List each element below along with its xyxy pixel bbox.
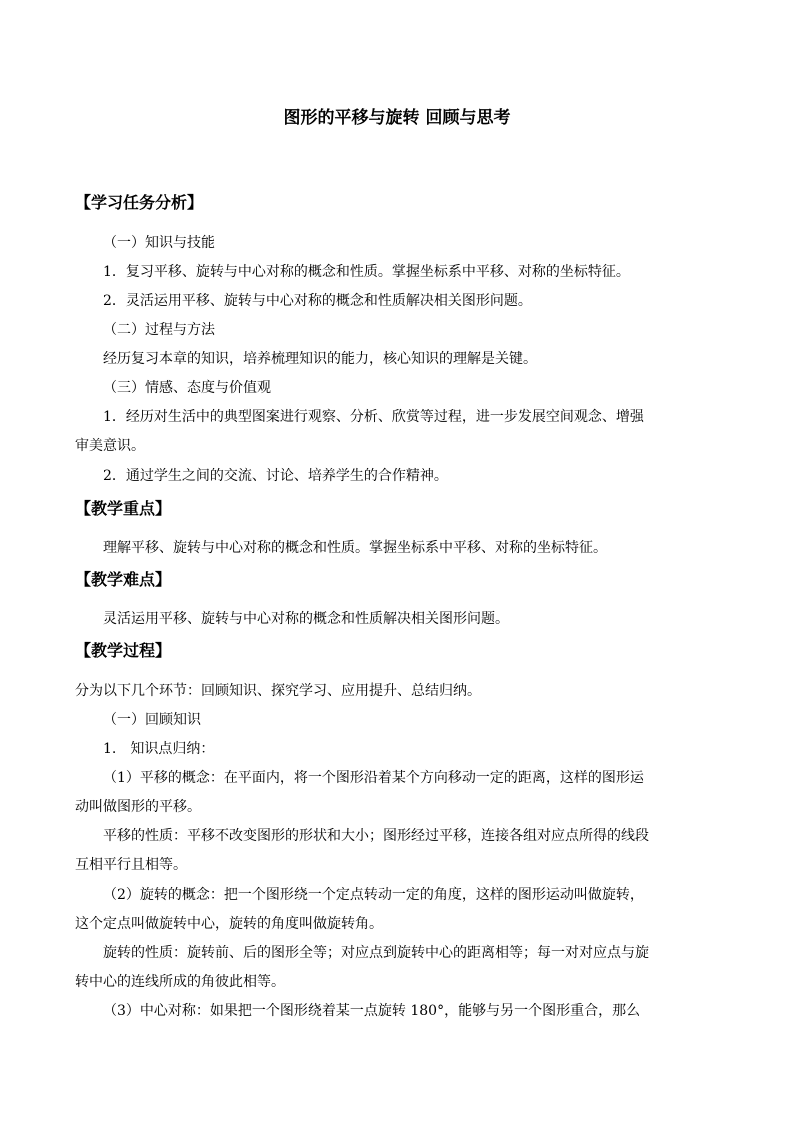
paragraph: 1．经历对生活中的典型图案进行观察、分析、欣赏等过程，进一步发展空间观念、增强 bbox=[103, 409, 644, 425]
paragraph: （3）中心对称：如果把一个图形绕着某一点旋转 180°，能够与另一个图形重合，那么 bbox=[103, 1003, 641, 1019]
subheading-process-method: （二）过程与方法 bbox=[103, 322, 215, 338]
paragraph: 2．灵活运用平移、旋转与中心对称的概念和性质解决相关图形问题。 bbox=[103, 293, 532, 309]
paragraph: 灵活运用平移、旋转与中心对称的概念和性质解决相关图形问题。 bbox=[103, 611, 509, 627]
section-heading-key-points: 【教学重点】 bbox=[75, 499, 172, 518]
subheading-knowledge-skills: （一）知识与技能 bbox=[103, 235, 215, 251]
paragraph: 旋转的性质：旋转前、后的图形全等；对应点到旋转中心的距离相等；每一对对应点与旋 bbox=[103, 945, 649, 961]
subheading-emotion-values: （三）情感、态度与价值观 bbox=[103, 380, 271, 396]
paragraph: 2．通过学生之间的交流、讨论、培养学生的合作精神。 bbox=[103, 468, 448, 484]
paragraph: 平移的性质：平移不改变图形的形状和大小；图形经过平移，连接各组对应点所得的线段 bbox=[103, 828, 649, 844]
section-heading-difficulties: 【教学难点】 bbox=[75, 570, 172, 589]
paragraph: 这个定点叫做旋转中心，旋转的角度叫做旋转角。 bbox=[75, 916, 383, 932]
list-item: 1. 知识点归纳： bbox=[103, 741, 215, 757]
paragraph: 1．复习平移、旋转与中心对称的概念和性质。掌握坐标系中平移、对称的坐标特征。 bbox=[103, 264, 630, 280]
paragraph: 动叫做图形的平移。 bbox=[75, 799, 201, 815]
paragraph: （2）旋转的概念：把一个图形绕一个定点转动一定的角度，这样的图形运动叫做旋转， bbox=[103, 887, 644, 903]
section-heading-process: 【教学过程】 bbox=[75, 641, 172, 660]
section-heading-task-analysis: 【学习任务分析】 bbox=[75, 193, 204, 212]
subheading-review: （一）回顾知识 bbox=[103, 712, 201, 728]
paragraph: 经历复习本章的知识，培养梳理知识的能力，核心知识的理解是关键。 bbox=[103, 351, 537, 367]
paragraph: （1）平移的概念：在平面内，将一个图形沿着某个方向移动一定的距离，这样的图形运 bbox=[103, 770, 644, 786]
page-title: 图形的平移与旋转 回顾与思考 bbox=[283, 108, 511, 128]
paragraph: 互相平行且相等。 bbox=[75, 857, 187, 873]
paragraph: 审美意识。 bbox=[75, 438, 145, 454]
paragraph: 理解平移、旋转与中心对称的概念和性质。掌握坐标系中平移、对称的坐标特征。 bbox=[103, 540, 607, 556]
paragraph: 分为以下几个环节：回顾知识、探究学习、应用提升、总结归纳。 bbox=[75, 683, 481, 699]
paragraph: 转中心的连线所成的角彼此相等。 bbox=[75, 974, 285, 990]
